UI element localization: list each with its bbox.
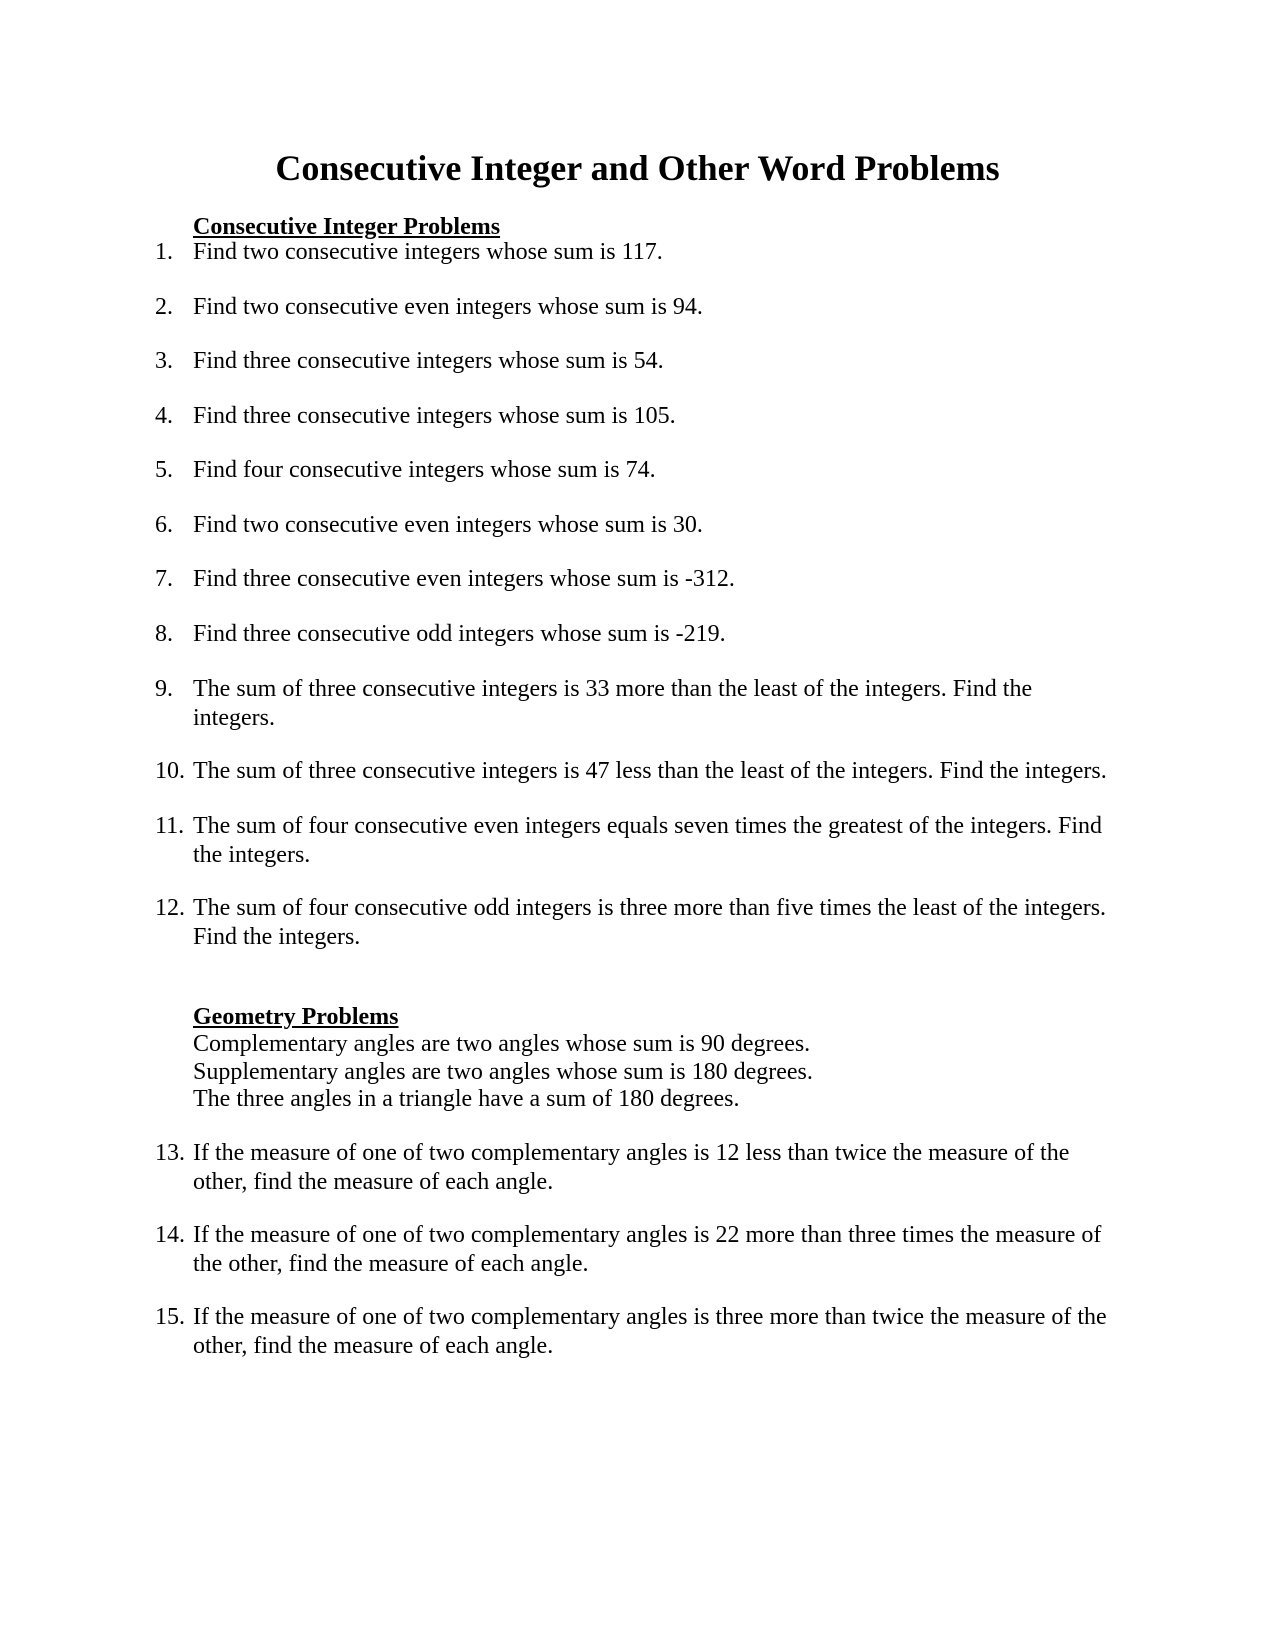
problem-text: The sum of four consecutive even integers equals seven times the greatest of the integers. Find the integers. [193, 813, 1103, 868]
problem-number: 13. [155, 1140, 185, 1166]
definition-triangle: The three angles in a triangle have a sum of 180 degrees. [193, 1086, 740, 1112]
problem-4 [155, 402, 1155, 431]
problem-7 [155, 565, 1155, 594]
problem-13 [155, 1139, 1155, 1197]
problem-2 [155, 293, 1155, 322]
problem-number: 3. [155, 348, 173, 374]
problem-number: 8. [155, 621, 173, 647]
problem-text: If the measure of one of two complementary angles is three more than twice the measure of the other, find the measure of each angle. [193, 1304, 1107, 1359]
problem-1 [155, 238, 1155, 267]
problem-text: If the measure of one of two complementary angles is 22 more than three times the measure of the other, find the measure of each angle. [193, 1222, 1102, 1277]
problem-15 [155, 1303, 1155, 1361]
problem-12 [155, 894, 1155, 952]
page-title: Consecutive Integer and Other Word Problems [275, 148, 1000, 188]
problem-number: 5. [155, 457, 173, 483]
problem-6 [155, 511, 1155, 540]
section-heading-consecutive: Consecutive Integer Problems [193, 214, 501, 240]
problem-text: Find three consecutive integers whose sum is 54. [193, 348, 664, 374]
problem-text: Find two consecutive integers whose sum is 117. [193, 239, 663, 265]
problem-number: 7. [155, 566, 173, 592]
problem-text: Find four consecutive integers whose sum is 74. [193, 457, 656, 483]
problem-5 [155, 456, 1155, 485]
problem-number: 14. [155, 1222, 185, 1248]
problem-text: Find three consecutive odd integers whose sum is -219. [193, 621, 726, 647]
problem-text: The sum of three consecutive integers is 47 less than the least of the integers. Find the integers. [193, 758, 1107, 784]
problem-number: 11. [155, 813, 185, 839]
problem-text: The sum of four consecutive odd integers is three more than five times the least of the integers. Find the integers. [193, 895, 1107, 950]
problem-14 [155, 1221, 1155, 1279]
problem-number: 12. [155, 895, 185, 921]
problem-text: Find three consecutive integers whose sum is 105. [193, 403, 676, 429]
problem-number: 10. [155, 758, 185, 784]
problem-10 [155, 757, 1155, 786]
problem-8 [155, 620, 1155, 649]
problem-number: 15. [155, 1304, 185, 1330]
section-heading-geometry: Geometry Problems [193, 1004, 399, 1030]
problem-3 [155, 347, 1155, 376]
problem-text: If the measure of one of two complementary angles is 12 less than twice the measure of the other, find the measure of each angle. [193, 1140, 1070, 1195]
definition-supplementary: Supplementary angles are two angles whose sum is 180 degrees. [193, 1059, 813, 1085]
problem-number: 4. [155, 403, 173, 429]
problem-number: 9. [155, 676, 173, 702]
problem-text: Find two consecutive even integers whose sum is 30. [193, 512, 703, 538]
problem-text: Find two consecutive even integers whose sum is 94. [193, 294, 703, 320]
definition-complementary: Complementary angles are two angles whose sum is 90 degrees. [193, 1031, 811, 1057]
problem-11 [155, 812, 1155, 870]
problem-number: 6. [155, 512, 173, 538]
problem-number: 2. [155, 294, 173, 320]
problem-text: The sum of three consecutive integers is 33 more than the least of the integers. Find the integers. [193, 676, 1033, 731]
problem-9 [155, 675, 1155, 733]
problem-number: 1. [155, 239, 173, 265]
problem-text: Find three consecutive even integers whose sum is -312. [193, 566, 735, 592]
